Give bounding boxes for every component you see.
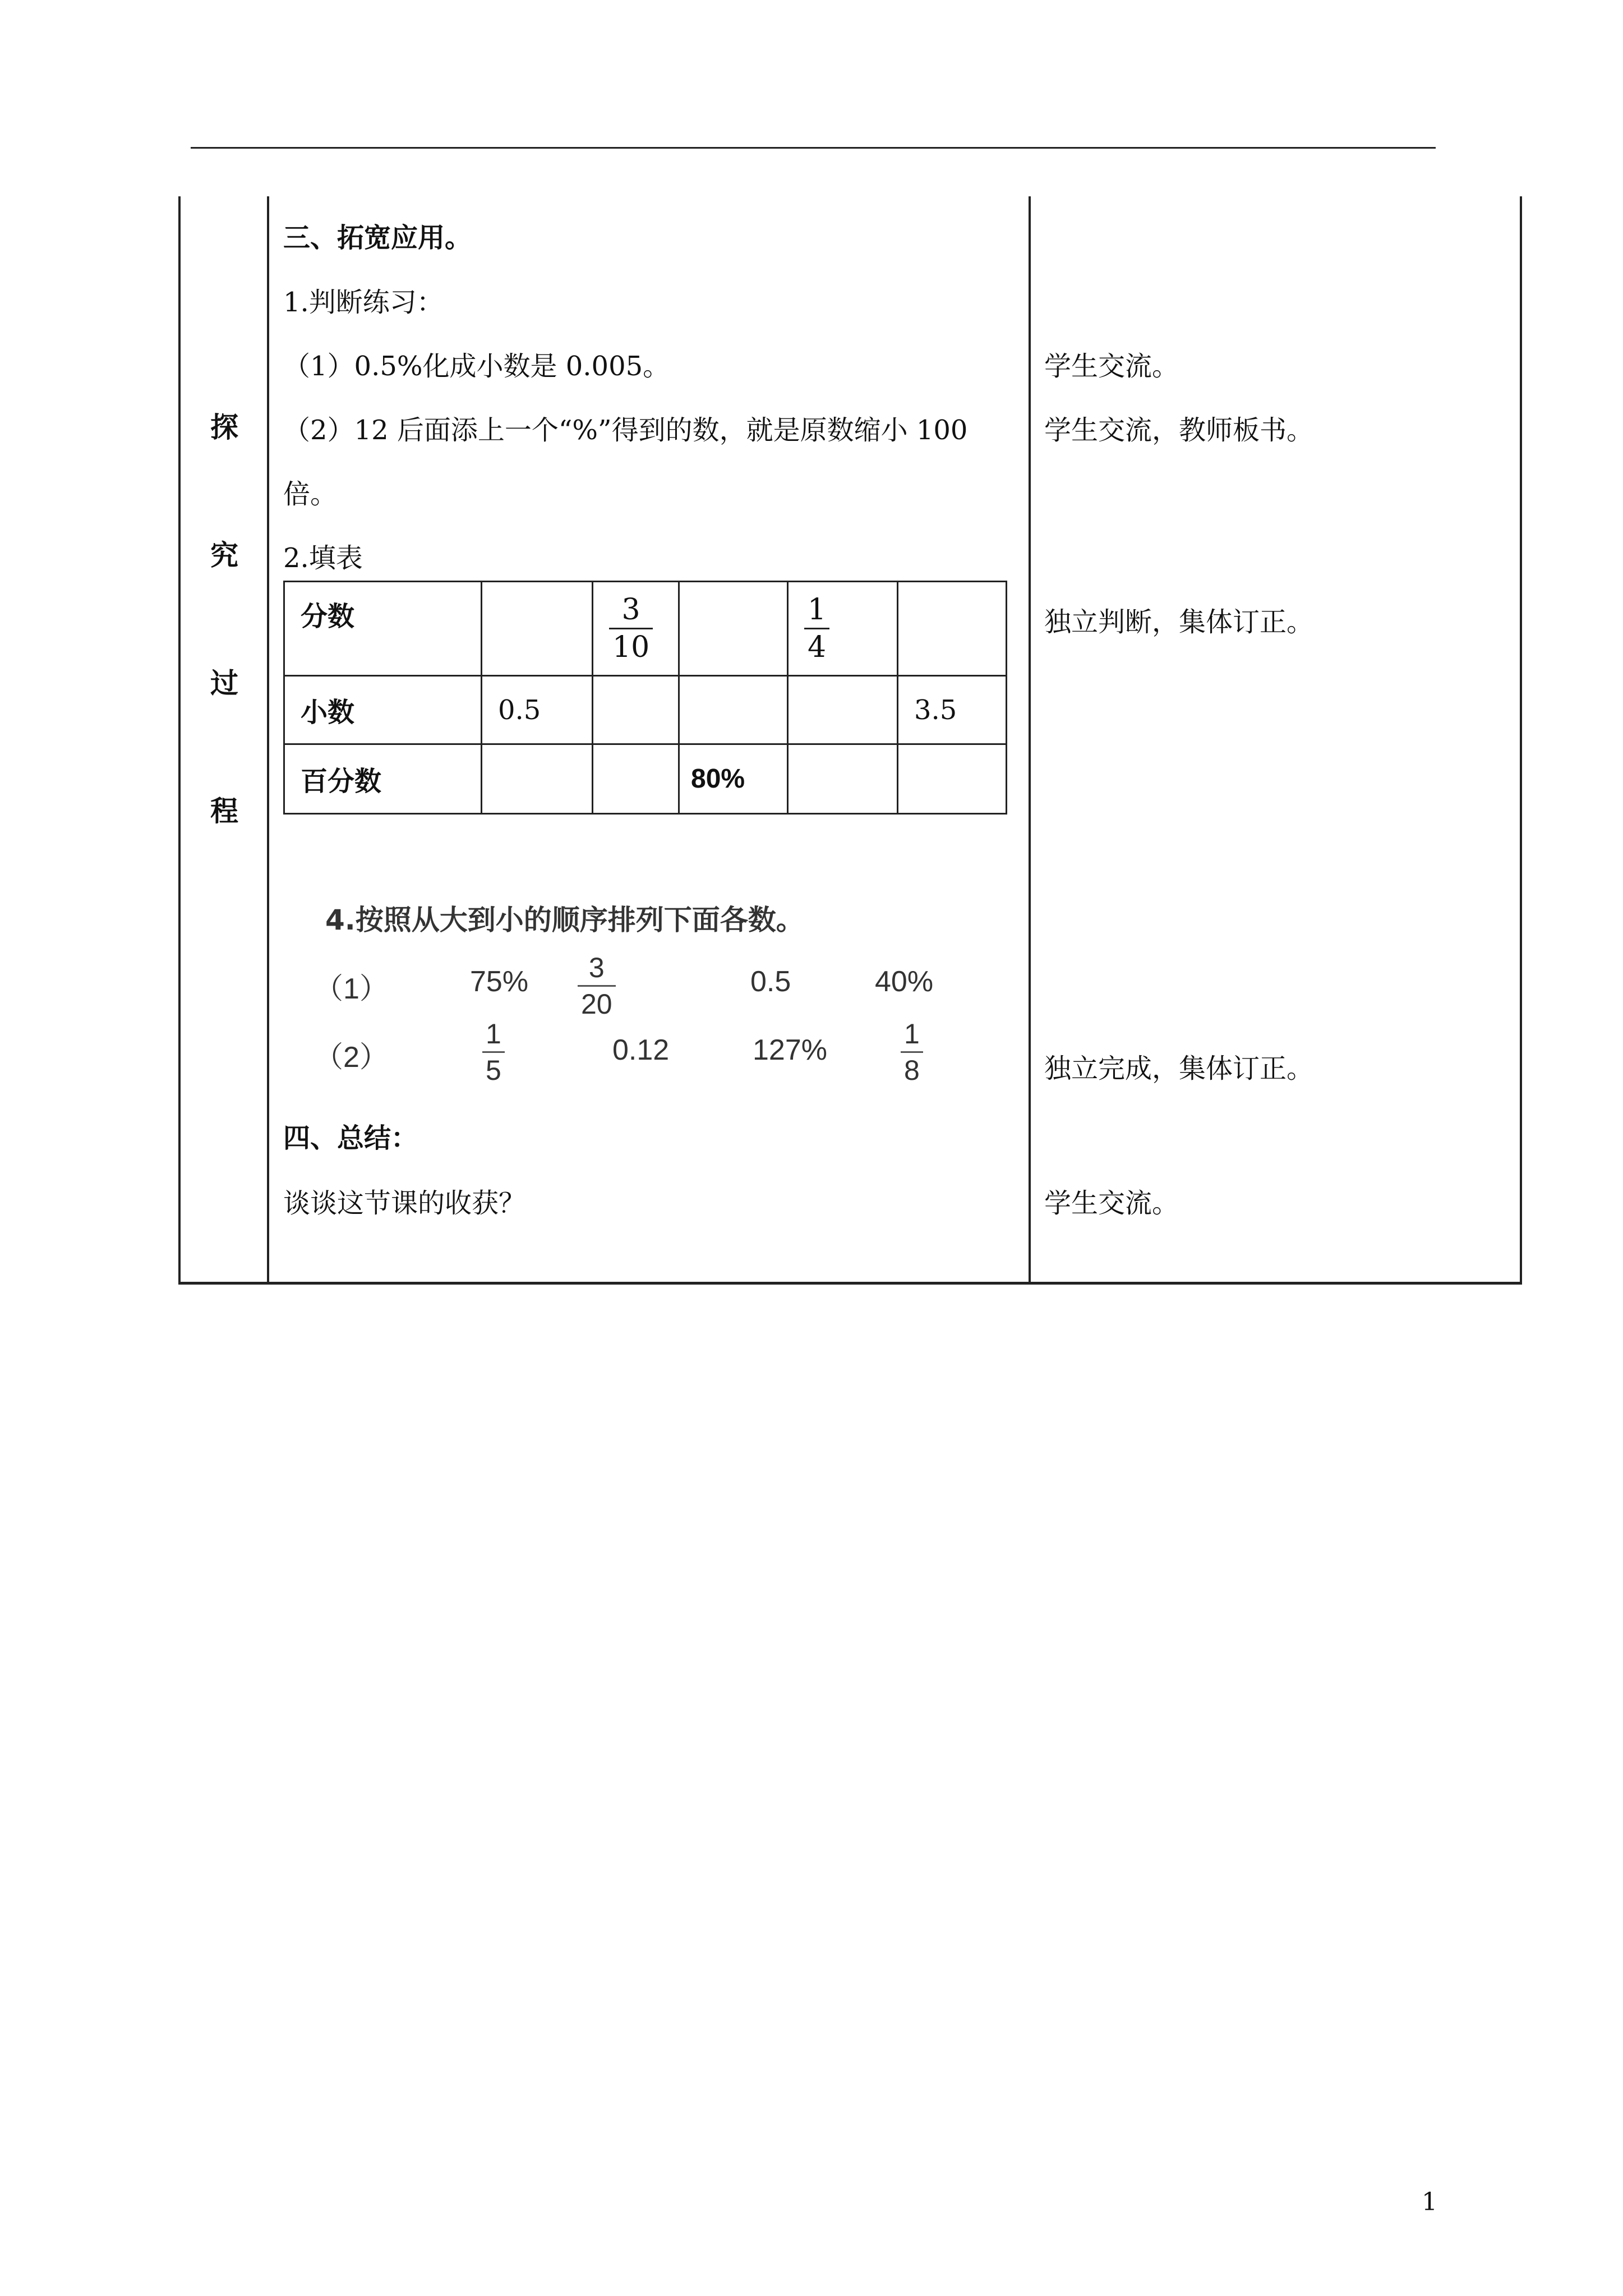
section3-title: 三、拓宽应用。 bbox=[283, 222, 472, 254]
table-cell bbox=[679, 676, 788, 744]
order-row-2-label: （2） bbox=[314, 1041, 389, 1074]
stage-char-1: 探 bbox=[210, 411, 238, 444]
fill-in-table bbox=[283, 581, 1007, 815]
table-cell bbox=[593, 744, 679, 814]
fraction-1-8 bbox=[901, 1020, 923, 1084]
fraction-3-10 bbox=[609, 595, 653, 662]
fraction-denominator: 5 bbox=[482, 1051, 505, 1084]
fraction-3-20 bbox=[578, 954, 616, 1018]
judge-item-2-cont: 倍。 bbox=[283, 478, 338, 510]
fraction-numerator: 1 bbox=[808, 593, 827, 627]
fraction-1-4 bbox=[804, 595, 829, 662]
fraction-denominator: 4 bbox=[804, 628, 829, 662]
summary-question: 谈谈这节课的收获？ bbox=[283, 1188, 526, 1219]
stage-column-divider bbox=[267, 196, 269, 1285]
stage-char-2: 究 bbox=[210, 539, 238, 572]
note-2: 学生交流，教师板书。 bbox=[1044, 415, 1314, 446]
order-value: 0.5 bbox=[750, 965, 791, 998]
row-header-fraction: 分数 bbox=[284, 582, 482, 676]
stage-char-3: 过 bbox=[210, 666, 238, 700]
page-number: 1 bbox=[1422, 2188, 1437, 2216]
order-value: 40% bbox=[875, 965, 934, 998]
row-header-decimal: 小数 bbox=[284, 676, 482, 744]
stage-char-4: 程 bbox=[210, 794, 238, 827]
fraction-1-5 bbox=[482, 1020, 505, 1084]
fraction-numerator: 1 bbox=[904, 1018, 920, 1050]
table-row bbox=[284, 744, 1007, 814]
table-cell bbox=[679, 582, 788, 676]
fraction-denominator: 10 bbox=[609, 628, 653, 662]
fraction-numerator: 3 bbox=[621, 593, 640, 627]
order-task-title: 4.按照从大到小的顺序排列下面各数。 bbox=[325, 904, 804, 936]
table-cell bbox=[788, 676, 898, 744]
table-cell: 3.5 bbox=[898, 676, 1007, 744]
table-right-border bbox=[1520, 196, 1522, 1285]
fraction-denominator: 8 bbox=[901, 1051, 923, 1084]
notes-column-divider bbox=[1029, 196, 1031, 1285]
order-value: 0.12 bbox=[612, 1034, 670, 1066]
table-cell bbox=[898, 582, 1007, 676]
judge-item-2: （2）12 后面添上一个“%”得到的数，就是原数缩小 100 bbox=[283, 415, 968, 446]
header-rule bbox=[191, 147, 1436, 149]
table-cell bbox=[788, 582, 898, 676]
table-row bbox=[284, 676, 1007, 744]
table-cell: 0.5 bbox=[482, 676, 593, 744]
judge-title: 1.判断练习： bbox=[283, 287, 444, 318]
note-5: 学生交流。 bbox=[1044, 1188, 1179, 1219]
table-cell bbox=[898, 744, 1007, 814]
section4-title: 四、总结： bbox=[283, 1122, 418, 1154]
note-4: 独立完成，集体订正。 bbox=[1044, 1053, 1314, 1084]
note-1: 学生交流。 bbox=[1044, 351, 1179, 382]
table-cell bbox=[482, 582, 593, 676]
table-bottom-border bbox=[178, 1282, 1522, 1285]
table-cell bbox=[788, 744, 898, 814]
note-3: 独立判断，集体订正。 bbox=[1044, 606, 1314, 638]
fraction-numerator: 3 bbox=[588, 952, 605, 983]
table-cell: 80% bbox=[679, 744, 788, 814]
fraction-denominator: 20 bbox=[578, 985, 616, 1018]
table-cell bbox=[593, 582, 679, 676]
order-value: 127% bbox=[753, 1034, 827, 1066]
table-left-border bbox=[178, 196, 181, 1285]
table-row bbox=[284, 582, 1007, 676]
order-row-1-label: （1） bbox=[314, 973, 389, 1005]
row-header-percent: 百分数 bbox=[284, 744, 482, 814]
order-value: 75% bbox=[470, 965, 529, 998]
fill-title: 2.填表 bbox=[283, 542, 363, 574]
judge-item-1: （1）0.5%化成小数是 0.005。 bbox=[283, 351, 670, 382]
table-cell bbox=[482, 744, 593, 814]
fraction-numerator: 1 bbox=[486, 1018, 501, 1050]
table-cell bbox=[593, 676, 679, 744]
